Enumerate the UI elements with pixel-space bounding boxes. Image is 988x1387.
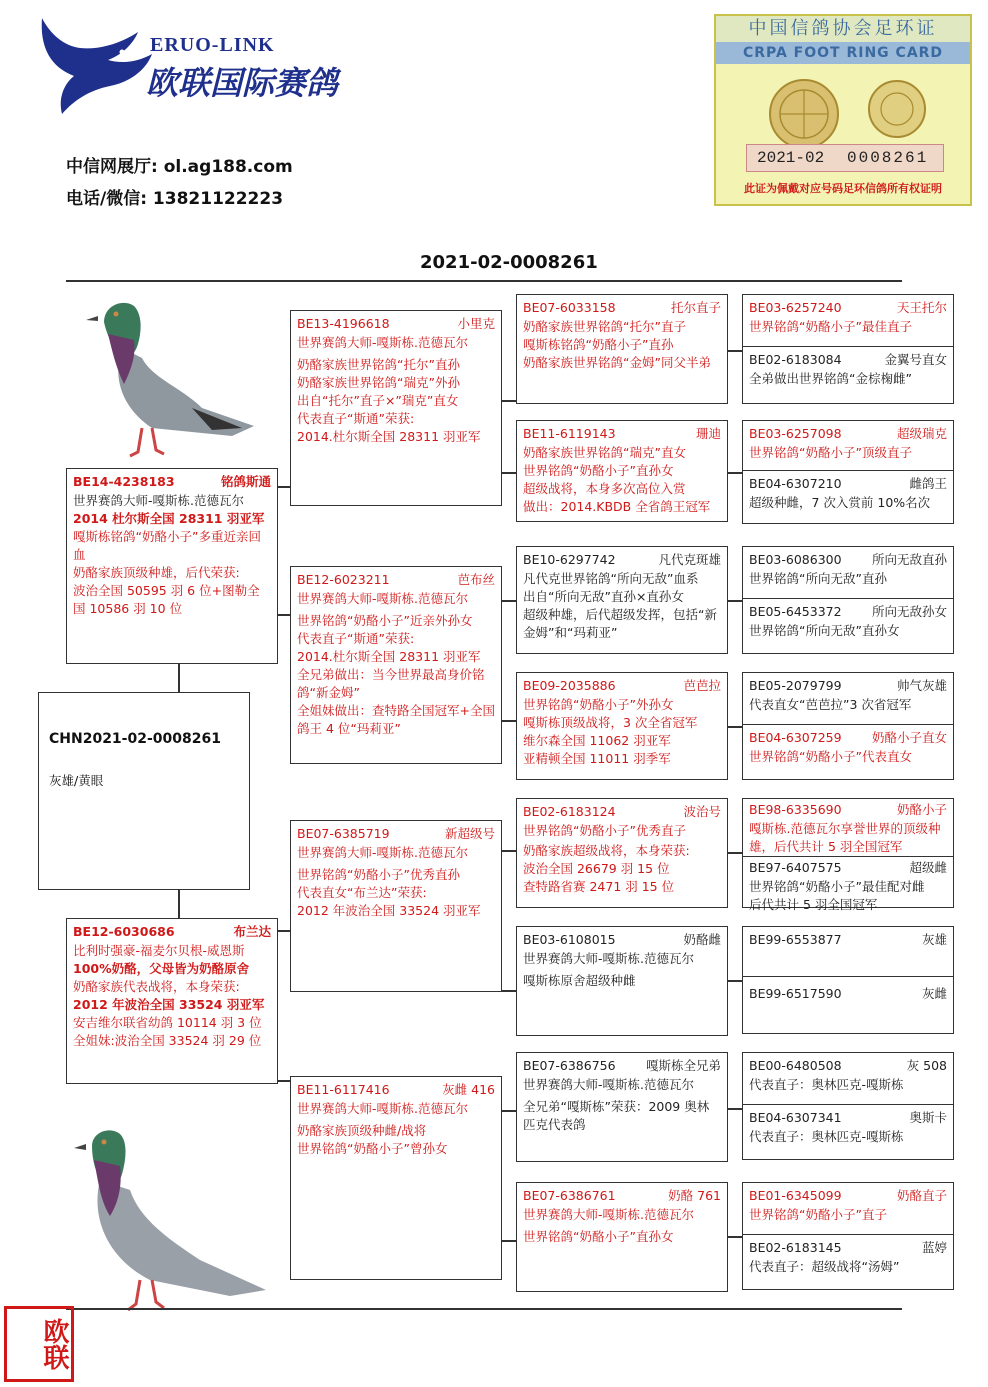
card-header [297, 571, 495, 590]
ring-number: BE09-2035886 [523, 678, 616, 693]
ss-line: 2014.杜尔斯全国 28311 羽亚军 [297, 429, 481, 444]
g3-card-5 [516, 798, 728, 908]
connector [728, 980, 742, 982]
ring-number: BE04-6307259 [749, 730, 842, 745]
pigeon-name: 天王托尔 [896, 300, 947, 315]
g4-card-1 [742, 294, 954, 404]
ring-number: BE02-6183145 [749, 1240, 842, 1255]
brand-logo [34, 14, 154, 126]
g3-line: 嘎斯栋原舍超级种雌 [523, 973, 636, 988]
dam-line: 比利时强豪-福麦尔贝根-威恩斯 [73, 943, 245, 958]
g4-line: 超级种雌，7 次入赏前 10%名次 [749, 495, 931, 510]
sire-line: 奶酪家族顶级种雄，后代荣获: [73, 565, 240, 580]
ring-number: BE12-6023211 [297, 572, 390, 587]
connector [728, 852, 742, 854]
g3-line: 奶酪家族世界铭鸽“金姆”同父半弟 [523, 355, 711, 370]
g4-line: 世界铭鸽“奶酪小子”直子 [749, 1207, 887, 1222]
ss-line: 出自“托尔”直子×”瑞克”直女 [297, 393, 459, 408]
g3-card-1 [516, 294, 728, 404]
dam-line: 2012 年波治全国 33524 羽亚军 [73, 997, 265, 1012]
card-header [749, 931, 947, 950]
dam-photo [70, 1120, 270, 1324]
ring-number: BE11-6117416 [297, 1082, 390, 1097]
g4-line: 世界铭鸽“奶酪小子”最佳配对雌 [749, 879, 925, 894]
pigeon-photo-icon [70, 1120, 270, 1320]
connector [502, 1110, 516, 1112]
card-header [297, 1081, 495, 1100]
card-header [749, 677, 947, 696]
ds-line: 世界铭鸽“奶酪小子”优秀直孙 [297, 867, 460, 882]
ring-number: 0008261 [847, 149, 929, 167]
g3-line: 凡代克世界铭鸽“所向无敌”血系 [523, 571, 699, 586]
connector [728, 600, 742, 602]
divider [743, 1104, 953, 1105]
dam-line: 全姐妹:波治全国 33524 羽 29 位 [73, 1033, 262, 1048]
g4-card-5 [742, 798, 954, 912]
dd-line: 奶酪家族顶级种雌/战将 [297, 1123, 427, 1138]
pigeon-name: 金翼号直女 [884, 352, 947, 367]
g4-line: 全弟做出世界铭鸽“金棕椈雌” [749, 371, 912, 386]
sire-line: 嘎斯栋铭鸽“奶酪小子”多重近亲回血 [73, 529, 261, 562]
pigeon-logo-icon [34, 14, 154, 126]
card-header [749, 1057, 947, 1076]
ring-number: BE98-6335690 [749, 802, 842, 817]
subject-ring: CHN2021-02-0008261 [49, 731, 221, 747]
g3-line: 奶酪家族世界铭鸽“瑞克”直女 [523, 445, 686, 460]
g3-line: 世界赛鸽大师-嘎斯栋.范德瓦尔 [523, 1207, 694, 1222]
g3-line: 世界赛鸽大师-嘎斯栋.范德瓦尔 [523, 1077, 694, 1092]
contact-phone: 电话/微信: 13821122223 [66, 189, 284, 209]
subject-card [38, 692, 250, 890]
g3-line: 超级种雄，后代超级发挥，包括“新金姆”和“玛莉亚” [523, 607, 717, 640]
g4-line: 代表直子：奥林匹克-嘎斯栋 [749, 1077, 904, 1092]
sire-line: 波治全国 50595 羽 6 位+图勒全国 10586 羽 10 位 [73, 583, 260, 616]
card-header [749, 475, 947, 494]
ring-number: BE11-6119143 [523, 426, 616, 441]
connector [276, 486, 290, 488]
ring-number: BE04-6307341 [749, 1110, 842, 1125]
sire-dam-card [290, 566, 502, 764]
g3-line: 嘎斯栋顶级战将，3 次全省冠军 [523, 715, 698, 730]
sire-card [66, 468, 278, 664]
g4-line: 嘎斯栋.范德瓦尔享誉世界的顶级种雄，后代共计 5 羽全国冠军 [749, 821, 941, 854]
g3-line: 亚精顿全国 11011 羽季军 [523, 751, 671, 766]
ring-number: BE13-4196618 [297, 316, 390, 331]
divider [743, 470, 953, 471]
card-header [523, 1187, 721, 1206]
ring-number: BE00-6480508 [749, 1058, 842, 1073]
card-header [749, 985, 947, 1004]
divider [743, 724, 953, 725]
ring-number: BE01-6345099 [749, 1188, 842, 1203]
g3-line: 嘎斯栋铭鸽“奶酪小子”直孙 [523, 337, 674, 352]
g3-card-6 [516, 926, 728, 1036]
divider [743, 1234, 953, 1235]
ring-card-seal [866, 78, 928, 144]
g3-line: 出自“所向无敌”直孙×直孙女 [523, 589, 684, 604]
g4-line: 世界铭鸽“奶酪小子”最佳直子 [749, 319, 912, 334]
sd-line: 世界赛鸽大师-嘎斯栋.范德瓦尔 [297, 591, 468, 606]
pigeon-name: 奶酪小子直女 [871, 730, 947, 745]
ring-number: BE03-6257240 [749, 300, 842, 315]
pigeon-name: 芭布丝 [457, 572, 495, 587]
g4-card-8 [742, 1182, 954, 1290]
g3-line: 奶酪家族世界铭鸽“托尔”直子 [523, 319, 686, 334]
ring-card-footer: 此证为佩戴对应号码足环信鸽所有权证明 [744, 182, 942, 195]
connector [502, 990, 516, 992]
card-header [523, 1057, 721, 1076]
pigeon-name: 所向无敌直孙 [871, 552, 947, 567]
sd-line: 全兄弟做出：当今世界最高身价铭鸽“新金姆” [297, 667, 485, 700]
pigeon-name: 波治号 [683, 804, 721, 819]
ring-number: BE03-6086300 [749, 552, 842, 567]
g3-card-2 [516, 420, 728, 522]
connector [502, 850, 516, 852]
card-header [73, 473, 271, 492]
pigeon-name: 奶酪直子 [896, 1188, 947, 1203]
pigeon-name: 布兰达 [233, 924, 271, 939]
pigeon-name: 奶酪小子 [896, 802, 947, 817]
g4-card-6 [742, 926, 954, 1034]
divider [743, 346, 953, 347]
g4-line: 世界铭鸽“所向无敌”直孙 [749, 571, 887, 586]
dam-card [66, 918, 278, 1084]
pigeon-name: 铭鸽斯通 [220, 474, 271, 489]
ss-line: 奶酪家族世界铭鸽“瑞克”外孙 [297, 375, 460, 390]
card-header [523, 931, 721, 950]
g3-line: 世界赛鸽大师-嘎斯栋.范德瓦尔 [523, 951, 694, 966]
ring-card-title-cn: 中国信鸽协会足环证 [716, 16, 970, 42]
card-header [749, 729, 947, 748]
pigeon-name: 珊迪 [695, 426, 721, 441]
card-header [749, 1239, 947, 1258]
dam-line: 100%奶酪，父母皆为奶酪原舍 [73, 961, 250, 976]
ring-card-title-en: CRPA FOOT RING CARD [716, 42, 970, 64]
pigeon-name: 奶酪 761 [668, 1188, 721, 1203]
connector [502, 472, 516, 474]
ds-line: 世界赛鸽大师-嘎斯栋.范德瓦尔 [297, 845, 468, 860]
ring-number: BE04-6307210 [749, 476, 842, 491]
contact-website: 中信网展厅: ol.ag188.com [66, 157, 293, 177]
pigeon-name: 雌鸽王 [909, 476, 947, 491]
g3-line: 世界铭鸽“奶酪小子”外孙女 [523, 697, 674, 712]
brand-name-en: ERUO-LINK [150, 34, 275, 56]
g3-line: 波治全国 26679 羽 15 位 [523, 861, 670, 876]
bottom-divider [66, 1308, 902, 1310]
card-header [73, 923, 271, 942]
ring-number: BE07-6386756 [523, 1058, 616, 1073]
ring-number: BE07-6033158 [523, 300, 616, 315]
sire-photo [82, 288, 260, 470]
g3-line: 世界铭鸽“奶酪小子”直孙女 [523, 463, 674, 478]
connector [728, 472, 742, 474]
pigeon-name: 新超级号 [444, 826, 495, 841]
connector [728, 350, 742, 352]
ds-line: 代表直女“布兰达”荣获: [297, 885, 427, 900]
pigeon-name: 帅气灰雄 [896, 678, 947, 693]
g4-card-7 [742, 1052, 954, 1160]
card-header [523, 677, 721, 696]
g4-card-2 [742, 420, 954, 524]
g3-card-4 [516, 672, 728, 780]
connector [178, 890, 180, 918]
ring-number: BE99-6517590 [749, 986, 842, 1001]
ring-number: BE02-6183124 [523, 804, 616, 819]
ss-line: 代表直子“斯通”荣获: [297, 411, 415, 426]
g3-line: 做出：2014.KBDB 全省鸽王冠军 [523, 499, 711, 514]
ring-number: BE14-4238183 [73, 474, 175, 489]
card-header [749, 1187, 947, 1206]
sire-line: 2014 杜尔斯全国 28311 羽亚军 [73, 511, 265, 526]
ring-card [714, 14, 972, 206]
connector [502, 1240, 516, 1242]
pigeon-name: 超级瑞克 [896, 426, 947, 441]
ring-number: BE07-6386761 [523, 1188, 616, 1203]
card-header [749, 603, 947, 622]
ss-line: 奶酪家族世界铭鸽“托尔”直孙 [297, 357, 460, 372]
subject-desc: 灰雄/黄眼 [49, 773, 104, 788]
g4-card-4 [742, 672, 954, 780]
g3-line: 世界铭鸽“奶酪小子”优秀直子 [523, 823, 686, 838]
pigeon-name: 蓝婷 [921, 1240, 947, 1255]
divider [743, 976, 953, 977]
connector [178, 664, 180, 692]
card-header [297, 315, 495, 334]
connector [276, 1080, 290, 1082]
ring-number: BE12-6030686 [73, 924, 175, 939]
ring-number: BE05-6453372 [749, 604, 842, 619]
dd-line: 世界赛鸽大师-嘎斯栋.范德瓦尔 [297, 1101, 468, 1116]
g3-line: 查特路省赛 2471 羽 15 位 [523, 879, 675, 894]
brand-name-cn: 欧联国际赛鸽 [146, 64, 339, 102]
ring-number: BE05-2079799 [749, 678, 842, 693]
card-header [749, 801, 947, 820]
ring-number: BE07-6385719 [297, 826, 390, 841]
card-header [749, 1109, 947, 1128]
g4-line: 世界铭鸽“奶酪小子”顶级直子 [749, 445, 912, 460]
card-header [749, 425, 947, 444]
divider [743, 598, 953, 599]
card-header [523, 425, 721, 444]
pigeon-name: 嘎斯栋全兄弟 [645, 1058, 721, 1073]
globe-emblem-icon [764, 74, 844, 154]
card-header [749, 551, 947, 570]
ds-line: 2012 年波治全国 33524 羽亚军 [297, 903, 481, 918]
g3-line: 奶酪家族超级战将，本身荣获: [523, 843, 690, 858]
card-header [297, 825, 495, 844]
pigeon-name: 所向无敌孙女 [871, 604, 947, 619]
pedigree-title: 2021-02-0008261 [420, 252, 598, 273]
pigeon-name: 托尔直子 [670, 300, 721, 315]
pigeon-photo-icon [82, 288, 260, 466]
connector [728, 726, 742, 728]
dam-dam-card [290, 1076, 502, 1280]
card-header [523, 299, 721, 318]
g3-card-7 [516, 1052, 728, 1162]
connector [276, 930, 290, 932]
dam-sire-card [290, 820, 502, 992]
sire-line: 世界赛鸽大师-嘎斯栋.范德瓦尔 [73, 493, 244, 508]
sd-line: 全姐妹做出：查特路全国冠军+全国鸽王 4 位“玛莉亚” [297, 703, 495, 736]
ring-number: BE97-6407575 [749, 860, 842, 875]
dd-line: 世界铭鸽“奶酪小子”曾孙女 [297, 1141, 448, 1156]
connector [502, 400, 516, 402]
sd-line: 世界铭鸽“奶酪小子”近亲外孙女 [297, 613, 473, 628]
ring-number: BE02-6183084 [749, 352, 842, 367]
dam-line: 安吉维尔联省幼鸽 10114 羽 3 位 [73, 1015, 262, 1030]
pigeon-name: 超级雌 [909, 860, 947, 875]
pigeon-name: 灰雄 [921, 932, 947, 947]
pigeon-name: 灰 508 [906, 1058, 947, 1073]
ring-number: BE03-6108015 [523, 932, 616, 947]
ring-number-field [746, 144, 944, 172]
g4-line: 代表直子：超级战将“汤姆” [749, 1259, 900, 1274]
sire-sire-card [290, 310, 502, 506]
seal-text: 欧联 [39, 1318, 69, 1370]
ring-number: BE10-6297742 [523, 552, 616, 567]
card-header [749, 299, 947, 318]
pigeon-name: 凡代克斑雄 [658, 552, 721, 567]
pigeon-name: 小里克 [457, 316, 495, 331]
g4-line: 世界铭鸽“奶酪小子”代表直女 [749, 749, 912, 764]
g3-line: 世界铭鸽“奶酪小子”直孙女 [523, 1229, 674, 1244]
dam-line: 奶酪家族代表战将，本身荣获: [73, 979, 240, 994]
red-seal-stamp [4, 1306, 74, 1382]
g4-line: 世界铭鸽“所向无敌”直孙女 [749, 623, 900, 638]
g4-line: 后代共计 5 羽全国冠军 [749, 897, 878, 912]
crpa-seal-icon [866, 78, 928, 140]
card-header [523, 803, 721, 822]
ring-number: BE03-6257098 [749, 426, 842, 441]
ss-line: 世界赛鸽大师-嘎斯栋.范德瓦尔 [297, 335, 468, 350]
pigeon-name: 灰雌 416 [442, 1082, 495, 1097]
divider [743, 856, 953, 857]
sd-line: 代表直子“斯通”荣获: [297, 631, 415, 646]
g3-card-3 [516, 546, 728, 654]
g3-line: 维尔森全国 11062 羽亚军 [523, 733, 671, 748]
card-header [523, 551, 721, 570]
pigeon-name: 奥斯卡 [909, 1110, 947, 1125]
g4-line: 代表直子：奥林匹克-嘎斯栋 [749, 1129, 904, 1144]
sd-line: 2014.杜尔斯全国 28311 羽亚军 [297, 649, 481, 664]
pigeon-name: 灰雌 [921, 986, 947, 1001]
connector [502, 600, 516, 602]
g4-line: 代表直女“芭芭拉”3 次省冠军 [749, 697, 912, 712]
title-divider [66, 280, 902, 282]
connector [728, 1236, 742, 1238]
pigeon-name: 奶酪雌 [683, 932, 721, 947]
connector [276, 614, 290, 616]
pigeon-name: 芭芭拉 [683, 678, 721, 693]
card-header [749, 351, 947, 370]
card-header [749, 859, 947, 878]
g3-line: 超级战将，本身多次高位入赏 [523, 481, 686, 496]
ring-number: BE99-6553877 [749, 932, 842, 947]
ring-prefix: 2021-02 [757, 149, 825, 167]
g3-card-8 [516, 1182, 728, 1292]
connector [502, 720, 516, 722]
connector [728, 1108, 742, 1110]
g4-card-3 [742, 546, 954, 654]
g3-line: 全兄弟“嘎斯栋”荣获：2009 奥林匹克代表鸽 [523, 1099, 710, 1132]
